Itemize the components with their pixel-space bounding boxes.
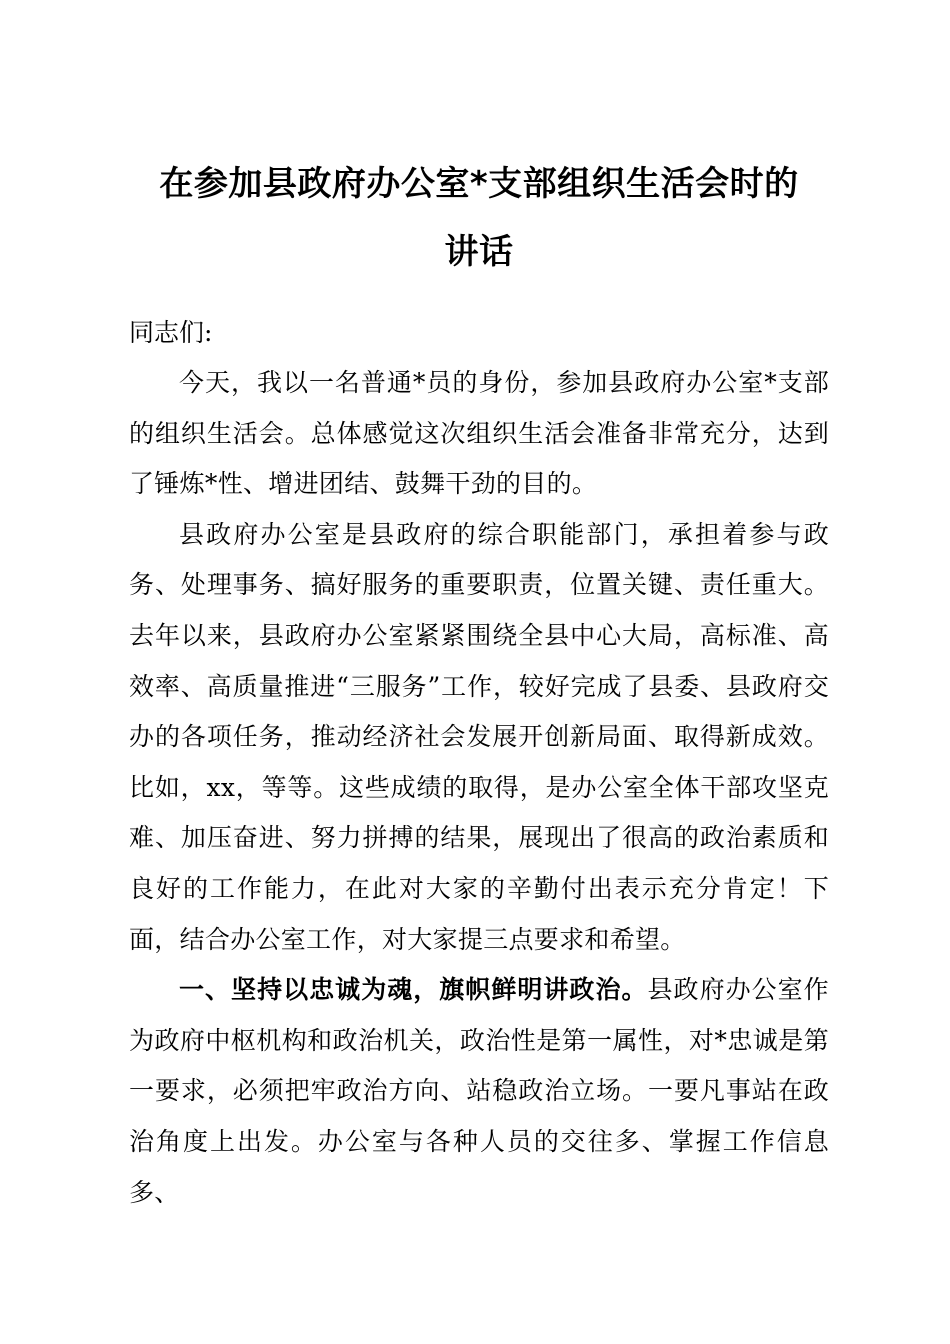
salutation: 同志们: [129,318,213,347]
section-1-paragraph [129,965,829,1218]
document-title [129,150,829,286]
section-1-heading: 一、坚持以忠诚为魂，旗帜鲜明讲政治。 [179,975,648,1005]
paragraph-1: 今天，我以一名普通*员的身份，参加县政府办公室*支部的组织生活会。总体感觉这次组织生活会准备非常充分，达到了锤炼*性、增进团结、鼓舞干劲的目的。 [129,368,829,499]
section-1-body: 县政府办公室作为政府中枢机构和政治机关，政治性是第一属性，对*忠诚是第一要求，必须把牢政治方向、站稳政治立场。一要凡事站在政治角度上出发。办公室与各种人员的交往多、掌握工作信息多、 [129,975,829,1207]
document-page [129,150,829,1218]
paragraph-2: 县政府办公室是县政府的综合职能部门，承担着参与政务、处理事务、搞好服务的重要职责，位置关键、责任重大。去年以来，县政府办公室紧紧围绕全县中心大局，高标准、高效率、高质量推进“三服务”工作，较好完成了县委、县政府交办的各项任务，推动经济社会发展开创新局面、取得新成效。比如，xx，等等。这些成绩的取得，是办公室全体干部攻坚克难、加压奋进、努力拼搏的结果，展现出了很高的政治素质和良好的工作能力，在此对大家的辛勤付出表示充分肯定！下面，结合办公室工作，对大家提三点要求和希望。 [129,519,829,954]
title-line-1: 在参加县政府办公室*支部组织生活会时的 [159,164,799,204]
title-line-2: 讲话 [444,232,514,272]
